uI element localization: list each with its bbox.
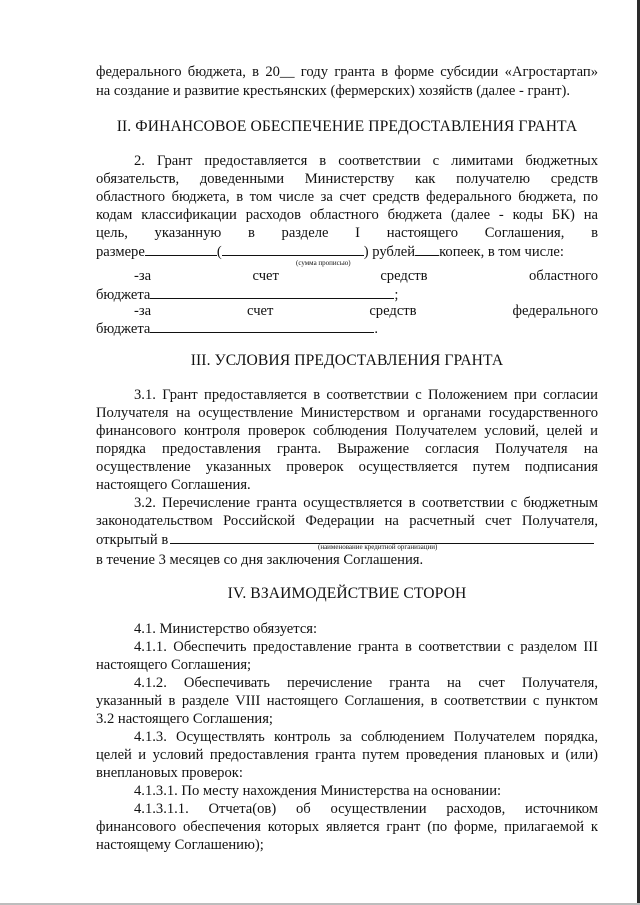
text-line: 4.1. Министерство обязуется: xyxy=(134,621,318,637)
text-line: внеплановых проверок: xyxy=(96,765,243,781)
section-heading-4: IV. ВЗАИМОДЕЙСТВИЕ СТОРОН xyxy=(227,585,467,602)
text-line: областного бюджета, в том числе за счет средств федерального бюджета, по xyxy=(96,189,598,205)
section-heading-2: II. ФИНАНСОВОЕ ОБЕСПЕЧЕНИЕ ПРЕДОСТАВЛЕНИЯ ГРАНТА xyxy=(116,118,578,135)
text-line: порядка предоставления гранта. Выражение согласия Получателя на xyxy=(96,441,598,457)
text-line: кодам классификации расходов областного бюджета (далее - коды БК) на xyxy=(96,207,598,223)
section-heading-3: III. УСЛОВИЯ ПРЕДОСТАВЛЕНИЯ ГРАНТА xyxy=(190,352,504,369)
text-line: настоящему Соглашению); xyxy=(96,837,264,853)
budget-label: бюджета xyxy=(96,287,151,303)
text-line: 4.1.3. Осуществлять контроль за соблюдением Получателем порядка, xyxy=(134,729,598,745)
text-line: финансового обеспечения которых является грант (по форме, прилагаемой к xyxy=(96,819,598,835)
kopecks-label: копеек, в том числе: xyxy=(439,244,564,260)
text-line: финансового контроля проверок соблюдения Получателем условий, целей и xyxy=(96,423,598,439)
text-line: настоящего Соглашения. xyxy=(96,477,251,493)
text-line: 2. Грант предоставляется в соответствии с лимитами бюджетных xyxy=(134,153,598,169)
text-line: -за счет средств областного xyxy=(134,268,598,284)
text-line: 4.1.3.1. По месту нахождения Министерства на основании: xyxy=(134,783,502,799)
amount-label: размере xyxy=(96,244,145,260)
text-line: целей и условий предоставления гранта путем проведения плановых и (или) xyxy=(96,747,598,763)
bank-caption: (наименование кредитной организации) xyxy=(318,543,438,551)
amount-blank xyxy=(145,243,217,256)
text-line: 3.2 настоящего Соглашения; xyxy=(96,711,273,727)
sum-caption: (сумма прописью) xyxy=(296,259,351,267)
text-line: Получателя на осуществление Министерством и органами государственного xyxy=(96,405,598,421)
text-line: указанный в разделе VIII настоящего Соглашения, в соответствии с пунктом xyxy=(96,693,598,709)
text-line: 3.1. Грант предоставляется в соответствии с Положением при согласии xyxy=(134,387,598,403)
text-line: на создание и развитие крестьянских (фермерских) хозяйств (далее - грант). xyxy=(96,83,570,99)
budget-label: бюджета xyxy=(96,321,151,337)
text-line: цель, указанную в разделе I настоящего Соглашения, в xyxy=(96,225,598,241)
regional-budget-blank xyxy=(150,286,394,299)
rubles-label: ) рублей xyxy=(363,244,416,260)
regional-budget-line xyxy=(96,286,598,304)
text-line: в течение 3 месяцев со дня заключения Соглашения. xyxy=(96,552,424,568)
opened-in-label: открытый в xyxy=(96,532,169,548)
punct: ; xyxy=(394,287,399,303)
amount-paren: ( xyxy=(216,244,222,260)
text-line: настоящего Соглашения; xyxy=(96,657,252,673)
text-line: 4.1.1. Обеспечить предоставление гранта в соответствии с разделом III xyxy=(134,639,598,655)
text-line: 3.2. Перечисление гранта осуществляется в соответствии с бюджетным xyxy=(134,495,598,511)
text-line: -за счет средств федерального xyxy=(134,303,598,319)
text-line: федерального бюджета, в 20__ году гранта в форме субсидии «Агростартап» xyxy=(96,64,598,80)
kopecks-blank xyxy=(415,243,439,256)
text-line: обязательств, доведенными Министерству как получателю средств xyxy=(96,171,598,187)
punct: . xyxy=(374,321,379,337)
text-line: 4.1.2. Обеспечивать перечисление гранта на счет Получателя, xyxy=(134,675,598,691)
amount-words-blank xyxy=(222,243,364,256)
text-line: законодательством Российской Федерации на расчетный счет Получателя, xyxy=(96,513,598,529)
text-line: 4.1.3.1.1. Отчета(ов) об осуществлении расходов, источником xyxy=(134,801,598,817)
text-line: осуществление указанных проверок осуществляется путем подписания xyxy=(96,459,598,475)
federal-budget-blank xyxy=(150,320,374,333)
federal-budget-line xyxy=(96,320,598,338)
